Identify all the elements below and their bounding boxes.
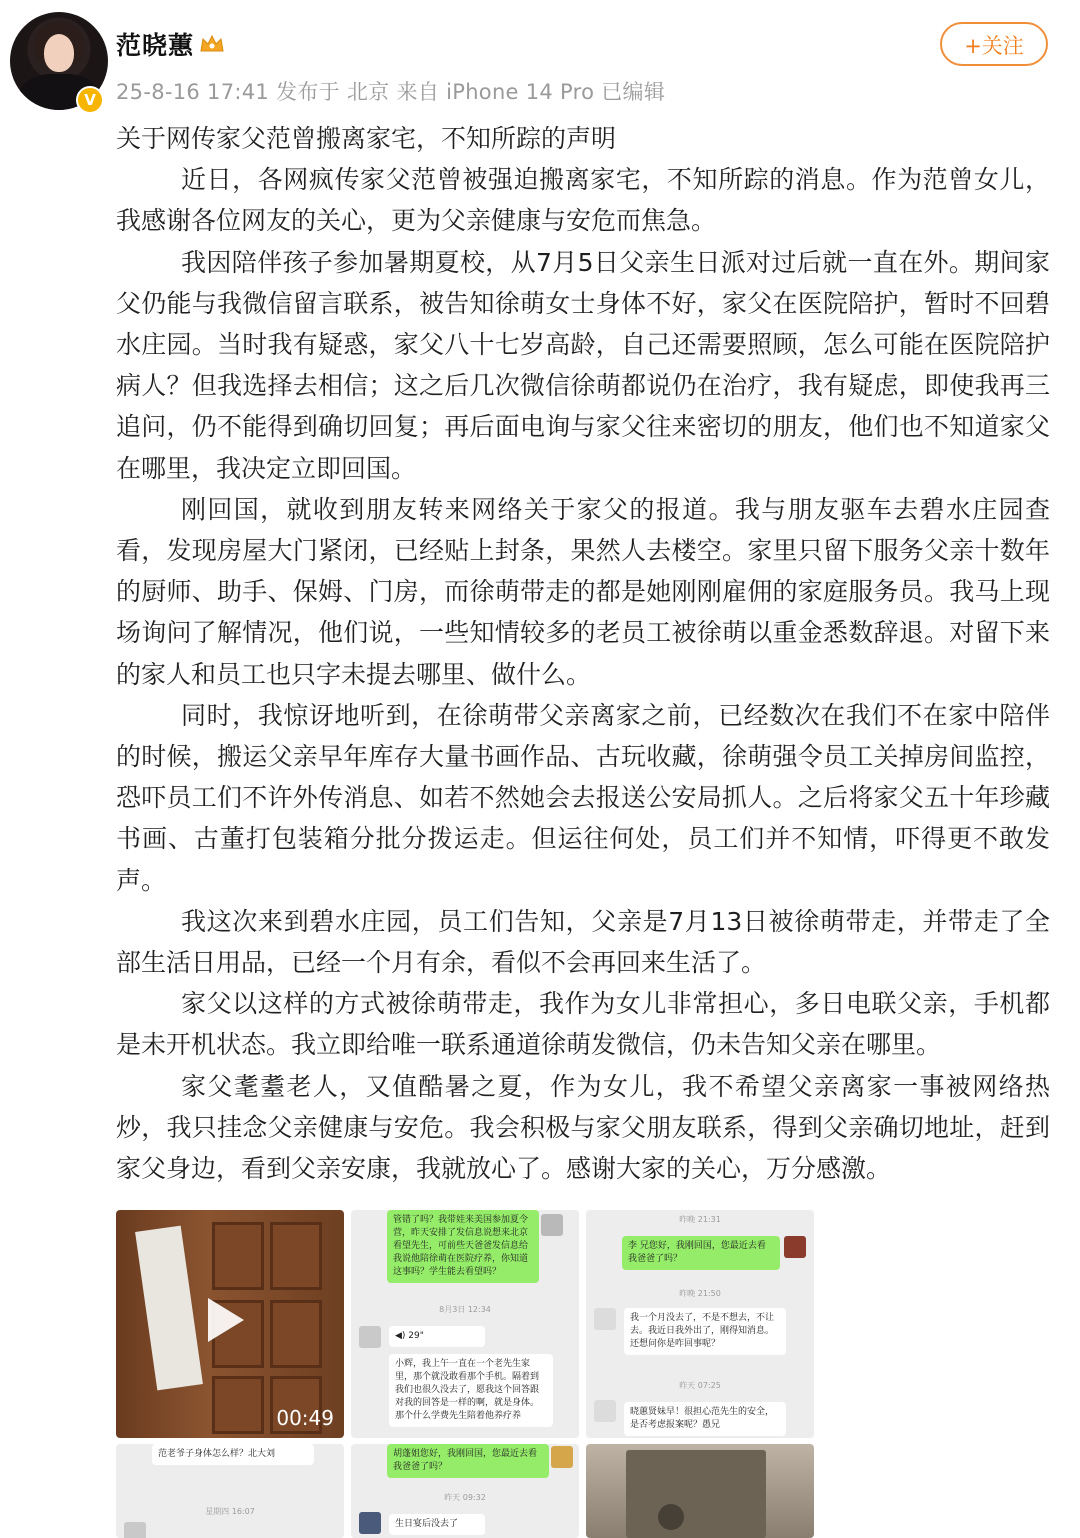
chat-message: 小辉，我上午一直在一个老先生家里，那个就没敢看那个手机。隔着到我们也很久没去了，愿我这个回答跟对我的回答是一样的啊，就是身体。那个什么学费先生陪着他养疗养 [389,1354,553,1427]
chat-message: 我一个月没去了，不是不想去，不让去。我近日我外出了，刚得知消息。还想问你是咋回事呢？ [624,1308,786,1355]
verified-badge-icon: V [76,86,104,114]
chat-avatar [784,1236,806,1258]
follow-button[interactable]: +关注 [940,22,1048,66]
avatar-face [44,34,74,72]
post-timestamp: 25-8-16 17:41 [116,80,270,104]
door-panel [212,1376,264,1434]
post-paragraph: 我这次来到碧水庄园，员工们告知，父亲是7月13日被徐萌带走，并带走了全部生活日用品，已经一个月有余，看似不会再回来生活了。 [116,906,1050,978]
post-paragraph: 家父耄耋老人，又值酷暑之夏，作为女儿，我不希望父亲离家一事被网络热炒，我只挂念父亲健康与安危。我会积极与家父朋友联系，得到父亲确切地址，赶到家父身边，看到父亲安康，我就放心了。感谢大家的关心，万分感激。 [116,1071,1050,1184]
chat-screenshot-3[interactable] [586,1210,814,1438]
post-title: 关于网传家父范曾搬离家宅，不知所踪的声明 [116,124,617,153]
post-content [116,118,1050,1189]
username[interactable]: 范晓蕙 [116,31,195,60]
play-icon[interactable] [208,1298,244,1342]
chat-avatar [124,1522,146,1538]
chat-message: 生日宴后没去了 [389,1514,485,1535]
voice-duration: 29" [408,1331,424,1341]
chat-screenshot-5[interactable] [351,1444,579,1538]
chat-avatar [594,1308,616,1330]
chat-avatar [541,1214,563,1236]
chat-message: 范老爷子身体怎么样？北大刘 [152,1444,314,1465]
chat-timestamp: 昨晚 21:31 [679,1215,721,1224]
chat-avatar [551,1446,573,1468]
post-paragraph: 刚回国，就收到朋友转来网络关于家父的报道。我与朋友驱车去碧水庄园查看，发现房屋大门紧闭，已经贴上封条，果然人去楼空。家里只留下服务父亲十数年的厨师、助手、保姆、门房，而徐萌带走的都是她刚刚雇佣的家庭服务员。我马上现场询问了解情况，他们说，一些知情较多的老员工被徐萌以重金悉数辞退。对留下来的家人和员工也只字未提去哪里、做什么。 [116,494,1050,689]
post-paragraph: 同时，我惊讶地听到，在徐萌带父亲离家之前，已经数次在我们不在家中陪伴的时候，搬运父亲早年库存大量书画作品、古玩收藏，徐萌强令员工关掉房间监控，恐吓员工们不许外传消息、如若不然她会去报送公安局抓人。之后将家父五十年珍藏书画、古董打包装箱分批分拨运走。但运往何处，员工们并不知情，吓得更不敢发声。 [116,700,1050,895]
video-thumbnail[interactable] [116,1210,344,1438]
door-panel [212,1222,264,1290]
chat-timestamp: 昨天 09:32 [444,1493,486,1502]
play-icon[interactable] [658,1504,684,1530]
post-location: 发布于 北京 [276,80,390,104]
crown-icon [199,33,225,55]
chat-screenshot-2[interactable] [351,1210,579,1438]
chat-avatar [359,1512,381,1534]
post-meta [116,76,665,106]
video-duration: 00:49 [276,1406,334,1430]
post-paragraph: 我因陪伴孩子参加暑期夏校，从7月5日父亲生日派对过后就一直在外。期间家父仍能与我微信留言联系，被告知徐萌女士身体不好，家父在医院陪护，暂时不回碧水庄园。当时我有疑惑，家父八十七岁高龄，自己还需要照顾，怎么可能在医院陪护病人？但我选择去相信；这之后几次微信徐萌都说仍在治疗，我有疑虑，即使我再三追问，仍不能得到确切回复；再后面电询与家父往来密切的朋友，他们也不知道家父在哪里，我决定立即回国。 [116,247,1050,483]
post-paragraph: 家父以这样的方式被徐萌带走，我作为女儿非常担心，多日电联父亲，手机都是未开机状态。我立即给唯一联系通道徐萌发微信，仍未告知父亲在哪里。 [116,989,1050,1060]
chat-message: 晓蕙贤妹早！很担心范先生的安全，是否考虑报案呢？愚兄 [624,1402,786,1436]
post-edited: 已编辑 [601,80,666,104]
chat-avatar [594,1400,616,1422]
chat-message: 管错了吗？我带娃来美国参加夏令营，昨天安排了发信息说想来北京看望先生，可前些天爸爸发信息给我说他陪徐萌在医院疗养，你知道这事吗？学生能去看望吗？ [387,1210,539,1283]
seal-paper [135,1226,203,1391]
chat-screenshot-4[interactable] [116,1444,344,1538]
photo-inner [626,1450,766,1538]
chat-timestamp: 昨天 07:25 [679,1381,721,1390]
chat-timestamp: 星期四 16:07 [205,1507,255,1516]
chat-avatar [359,1326,381,1348]
chat-timestamp: 昨晚 21:50 [679,1289,721,1298]
door-panel [270,1222,322,1290]
chat-message: 李 兄您好，我刚回国，您最近去看我爸爸了吗？ [622,1236,780,1270]
post-paragraph: 近日，各网疯传家父范曾被强迫搬离家宅，不知所踪的消息。作为范曾女儿，我感谢各位网友的关心，更为父亲健康与安危而焦急。 [116,165,1050,236]
chat-timestamp: 8月3日 12:34 [439,1305,491,1314]
photo-thumbnail-6[interactable] [586,1444,814,1538]
door-panel [270,1300,322,1368]
chat-message: 胡蓬姐您好，我刚回国，您最近去看我爸爸了吗？ [387,1444,549,1478]
voice-message: ◀) 29" [389,1326,485,1347]
post-device: 来自 iPhone 14 Pro [396,80,595,104]
